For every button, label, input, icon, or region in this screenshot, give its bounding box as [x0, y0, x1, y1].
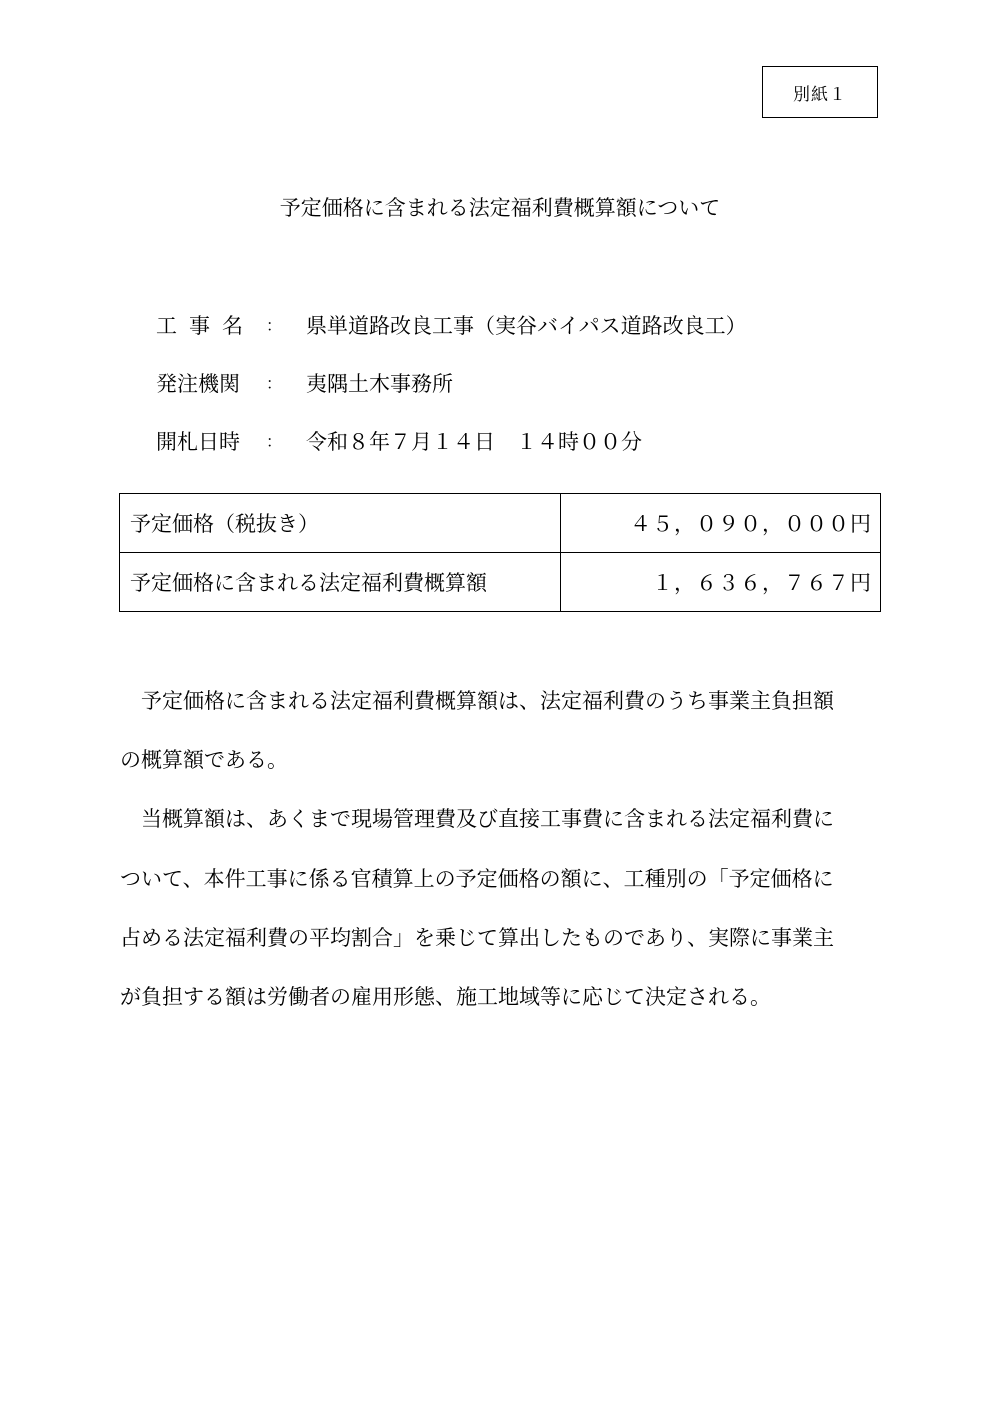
agency-colon: ：: [266, 374, 283, 393]
body-text-line: 当概算額は、あくまで現場管理費及び直接工事費に含まれる法定福利費に: [120, 807, 834, 831]
table-row: [120, 553, 881, 612]
price-table: [119, 493, 881, 612]
body-text-line: の概算額である。: [120, 748, 288, 772]
body-text-line: ついて、本件工事に係る官積算上の予定価格の額に、工種別の「予定価格に: [120, 867, 834, 891]
table-cell-label: 予定価格に含まれる法定福利費概算額: [120, 553, 561, 612]
body-text-line: 占める法定福利費の平均割合」を乗じて算出したものであり、実際に事業主: [120, 926, 834, 950]
project-label: 工事名: [156, 314, 255, 338]
opening-colon: ：: [266, 432, 283, 451]
agency-label: 発注機関: [156, 372, 240, 396]
attachment-number-box: [762, 66, 878, 118]
document-title: 予定価格に含まれる法定福利費概算額について: [279, 196, 721, 220]
table-row: [120, 494, 881, 553]
table-cell-label: 予定価格（税抜き）: [120, 494, 561, 553]
project-value: 県単道路改良工事（実谷バイパス道路改良工）: [306, 314, 747, 338]
table-cell-value: ４５，０９０，０００円: [561, 494, 881, 553]
body-text-line: が負担する額は労働者の雇用形態、施工地域等に応じて決定される。: [120, 985, 771, 1009]
body-text-line: 予定価格に含まれる法定福利費概算額は、法定福利費のうち事業主負担額: [120, 689, 834, 713]
agency-value: 夷隅土木事務所: [306, 372, 453, 396]
opening-value: 令和８年７月１４日 １４時００分: [306, 430, 642, 454]
opening-label: 開札日時: [156, 430, 240, 454]
table-cell-value: １，６３６，７６７円: [561, 553, 881, 612]
project-colon: ：: [266, 316, 283, 335]
attachment-label: 別紙１: [793, 84, 847, 105]
